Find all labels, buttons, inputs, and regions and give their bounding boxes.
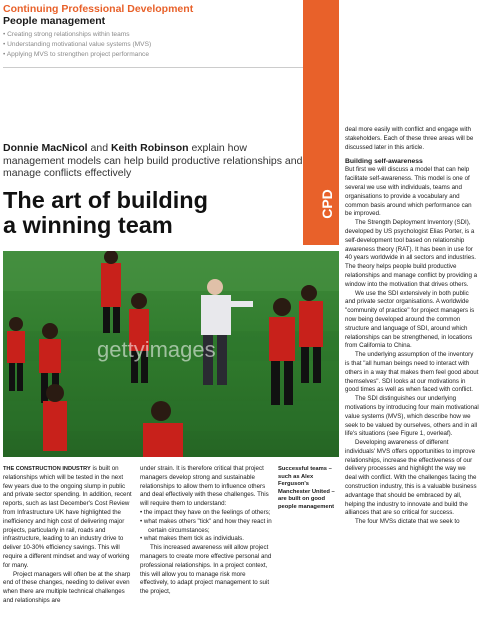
learning-points [3,30,303,61]
photo-illustration [3,251,339,457]
paragraph: deal more easily with conflict and engage with stakeholders. Each of these three areas will be discussed later in this article. [345,126,474,151]
body-column-1 [3,465,133,606]
cpd-strip-label: CPD [319,189,335,219]
article-headline [3,188,303,238]
learning-point: • Applying MVS to strengthen project performance [3,51,149,59]
bullet-item: • what makes others "tick" and how they react in certain circumstances; [140,517,272,534]
learning-point: • Creating strong relationships within teams [3,31,130,38]
author-name: Donnie MacNicol [3,142,88,154]
standfirst-text: explain how management models can help build productive relationships and manage conflicts effectively [3,142,303,180]
photo-caption: Successful teams – such as Alex Ferguson's Manchester United – are built on good people management [278,466,335,510]
headline-line: a winning team [3,212,173,238]
lead-in: THE CONSTRUCTION INDUSTRY [3,466,91,472]
headline-line: The art of building [3,187,208,213]
paragraph: This increased awareness will allow project managers to create more effective personal and professional relationships. In a project context, this will allow you to manage risk more effectively, to adapt project management to suit the project, [140,544,272,596]
paragraph: Developing awareness of different individuals' MVS offers opportunities to improve relationships, increase the effectiveness of our delivery processes and highlight the way we deal with conflict. With the challenges facing the construction industry, this is a valuable business advantage that should be embraced by all, helping the industry to innovate and build the alliances that are so critical for success. [345,439,477,517]
subheading: Building self-awareness [345,158,423,166]
bullet-item: • the impact they have on the feelings of others; [140,508,271,516]
paragraph: The four MVSs dictate that we seek to [355,518,460,526]
football-training-photo [3,251,339,457]
cpd-header [3,3,303,61]
player-figure [43,384,67,451]
paragraph: The SDI distinguishes our underlying motivations by introducing four main motivational value systems (MVS), which describe how we seek to be valued by ourselves, others and in all life's situations (see Figure 1, overleaf). [345,395,479,438]
paragraph: We use the SDI extensively in both public and private sector organisations. A worldwide "community of practice" for project managers is now being developed around the common structure and language of SDI, around which relationships can be strengthened, in locations from California to China. [345,289,475,350]
cpd-strip [303,0,339,245]
section-kicker: Continuing Professional Development [3,3,194,15]
learning-point: • Understanding motivational value systems (MVS) [3,41,152,49]
body-column-2 [140,465,272,597]
header-divider [3,67,303,68]
photo-watermark: gettyimages [97,337,216,362]
standfirst [3,142,303,180]
author-name: Keith Robinson [110,142,189,154]
bullet-item: • what makes them tick as individuals. [140,535,244,543]
conjunction: and [87,142,111,154]
paragraph: But first we will discuss a model that can help facilitate self-awareness. This model is one of several we use with individuals, teams and organisations to provide a vocabulary and common basis around which performance can be improved. [345,166,472,218]
paragraph: under strain. It is therefore critical that project managers develop strong and sustainable relationships to allow them to influence others and deal effectively with these challenges. This will require them to understand: [140,465,269,508]
paragraph: The underlying assumption of the inventory is that "all human beings need to interact with others in a way that makes them feel good about themselves". SDI looks at our motivations in good times as well as when faced with conflict. [345,351,479,394]
paragraph: Project managers will often be at the sharp end of these changes, needing to deliver even when there are multiple technical challenges and relationships are [3,570,131,604]
paragraph: is built on relationships which will be tested in the next few years due to the ongoing slump in public and private sector spending. In addition, recent reports, such as last December's Cost Review from Infrastructure UK have highlighted the inefficiency and high cost of delivering major projects, particularly in rail, roads and infrastructure, leading to an industry drive to deliver 10-30% efficiency savings. This will require a different mindset and way of working for many. [3,465,132,569]
topic-title: People management [3,15,106,27]
body-column-right [345,126,479,527]
paragraph: The Strength Deployment Inventory (SDI), developed by US psychologist Elias Porter, is a self-development tool based on relationship awareness theory (RAT). It has been in use for 40 years worldwide in all sectors and industries. The theory helps people build productive relationships and manage conflict by providing a window into the motivation that drives others. [345,219,478,288]
